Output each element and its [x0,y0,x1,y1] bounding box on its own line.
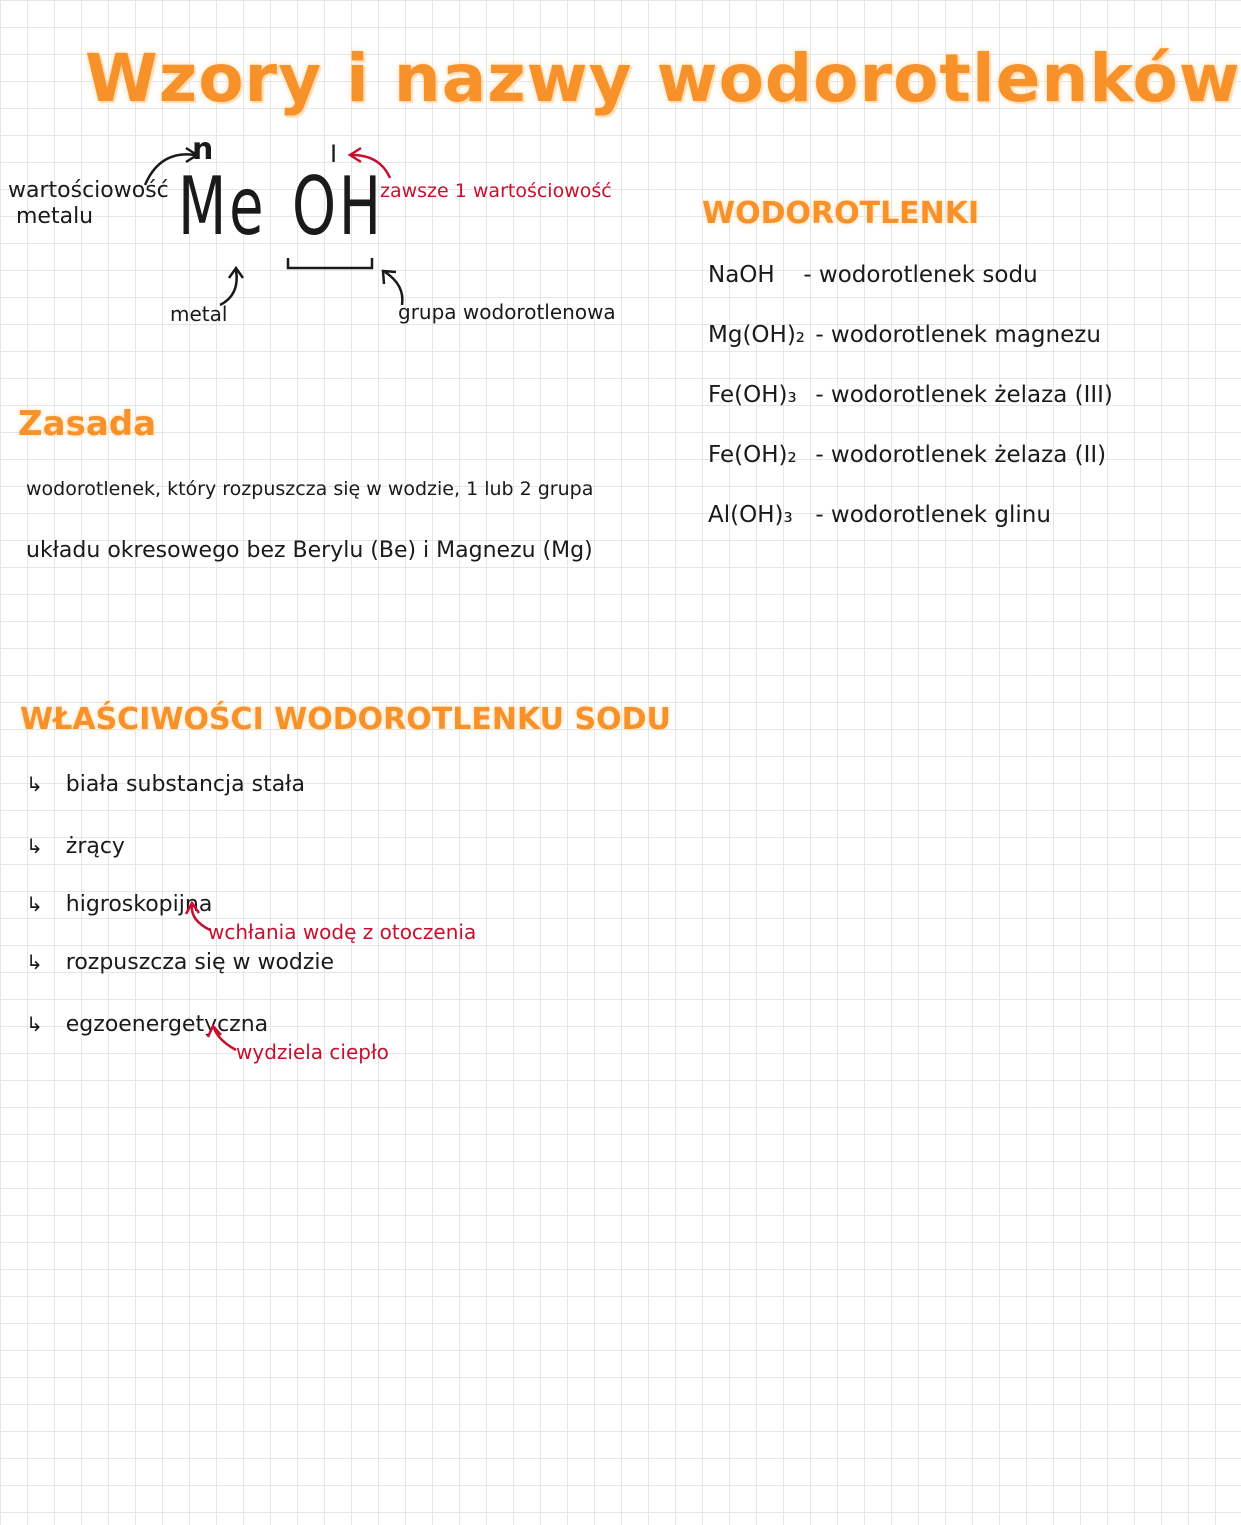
item-formula: Fe(OH)₃ [708,382,797,408]
hydroxyl-group: OH [292,160,384,253]
one-mark: I [330,140,338,168]
valence-label-line1: wartościowość [8,178,169,203]
item-name: - wodorotlenek sodu [803,262,1038,288]
metal-symbol: Me [178,160,267,253]
property-text: żrący [65,834,125,859]
property-text: biała substancja stała [65,772,305,797]
wodorotlenki-heading: WODOROTLENKI [702,196,980,231]
always-note: zawsze 1 wartościowość [380,180,612,202]
item-name: - wodorotlenek żelaza (III) [815,382,1113,408]
bullet-arrow-icon: ↳ [26,892,43,916]
bullet-arrow-icon: ↳ [26,834,43,858]
item-formula: Mg(OH)₂ [708,322,806,348]
properties-heading: WŁAŚCIWOŚCI WODOROTLENKU SODU [20,702,671,737]
item-name: - wodorotlenek magnezu [815,322,1101,348]
group-label: grupa wodorotlenowa [398,300,616,324]
hygroscopic-note: wchłania wodę z otoczenia [208,920,477,944]
exothermic-note: wydziela ciepło [236,1040,389,1064]
zasada-line-2: układu okresowego bez Berylu (Be) i Magnezu (Mg) [26,538,593,563]
bullet-arrow-icon: ↳ [26,950,43,974]
n-mark: n [192,132,214,167]
item-name: - wodorotlenek żelaza (II) [815,442,1107,468]
zasada-heading: Zasada [18,404,157,444]
item-name: - wodorotlenek glinu [815,502,1051,528]
item-formula: Al(OH)₃ [708,502,793,528]
item-formula: Fe(OH)₂ [708,442,797,468]
property-text: higroskopijna [65,892,213,917]
page-title: Wzory i nazwy wodorotlenków [85,40,1241,117]
bullet-arrow-icon: ↳ [26,1012,43,1036]
valence-label-line2: metalu [16,204,94,229]
property-text: rozpuszcza się w wodzie [65,950,335,975]
metal-label: metal [170,302,228,326]
bullet-arrow-icon: ↳ [26,772,43,796]
property-text: egzoenergetyczna [65,1012,269,1037]
item-formula: NaOH [708,262,775,288]
zasada-line-1: wodorotlenek, który rozpuszcza się w wodzie, 1 lub 2 grupa [26,478,594,500]
